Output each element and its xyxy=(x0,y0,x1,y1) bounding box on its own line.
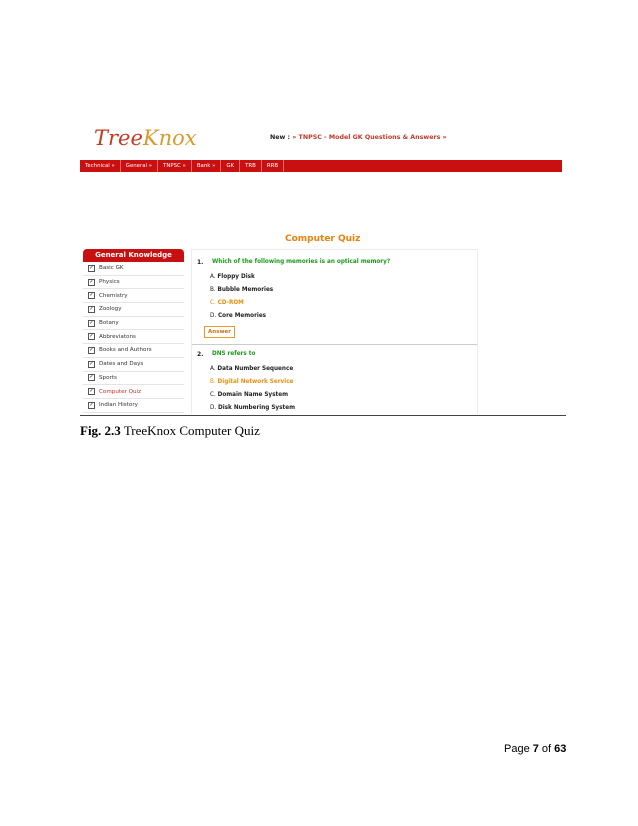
page-number: Page 7 of 63 xyxy=(504,743,567,755)
headline-prefix: New : xyxy=(270,134,293,141)
sidebar-item-label: Computer Quiz xyxy=(99,388,142,395)
checkbox-icon: ✓ xyxy=(89,346,94,353)
checkbox-icon: ✓ xyxy=(89,374,94,381)
sidebar-item-indian-history[interactable] xyxy=(83,399,184,413)
nav-item-general[interactable]: General » xyxy=(121,160,158,172)
nav-item-bank[interactable]: Bank » xyxy=(192,160,222,172)
checkbox-icon: ✓ xyxy=(89,305,94,312)
checkbox-icon: ✓ xyxy=(89,401,94,408)
figure-caption xyxy=(80,423,260,439)
sidebar-item-label: Physics xyxy=(99,279,120,286)
sidebar-title: General Knowledge xyxy=(83,249,184,262)
logo-part2: Knox xyxy=(142,126,197,150)
sidebar-item-dates-and-days[interactable] xyxy=(83,358,184,372)
sidebar-item-label: Chemistry xyxy=(99,292,128,299)
screenshot-figure xyxy=(80,114,566,414)
nav-item-trb[interactable]: TRB xyxy=(240,160,262,172)
nav-item-rrb[interactable]: RRB xyxy=(262,160,284,172)
sidebar-item-sports[interactable] xyxy=(83,372,184,386)
sidebar-item-chemistry[interactable] xyxy=(83,289,184,303)
checkbox-icon: ✓ xyxy=(89,360,94,367)
caption-text: TreeKnox Computer Quiz xyxy=(123,423,260,438)
caption-label: Fig. 2.3 xyxy=(80,423,121,438)
headline-link[interactable]: » TNPSC - Model GK Questions & Answers » xyxy=(292,134,447,141)
sidebar-item-label: Basic GK xyxy=(99,265,124,272)
option-a: A. Data Number Sequence xyxy=(210,366,294,372)
figure-rule xyxy=(80,415,566,416)
answer-button[interactable]: Answer xyxy=(204,326,235,338)
option-b: B. Bubble Memories xyxy=(210,287,274,293)
question-divider xyxy=(192,344,477,345)
option-b-correct: B. Digital Network Service xyxy=(210,379,294,385)
sidebar-item-physics[interactable] xyxy=(83,276,184,290)
sidebar-item-basic-gk[interactable] xyxy=(83,262,184,276)
news-headline xyxy=(270,134,447,141)
top-nav xyxy=(80,160,562,172)
logo-part1: Tree xyxy=(94,126,143,150)
option-a: A. Floppy Disk xyxy=(210,274,255,280)
question-text: DNS refers to xyxy=(212,351,256,357)
sidebar-item-label: Zoology xyxy=(99,306,122,313)
nav-item-gk[interactable]: GK xyxy=(221,160,240,172)
sidebar-item-botany[interactable] xyxy=(83,317,184,331)
checkbox-icon: ✓ xyxy=(89,264,94,271)
sidebar-item-label: Sports xyxy=(99,374,117,381)
question-text: Which of the following memories is an optical memory? xyxy=(212,259,391,265)
sidebar-item-abbreviations[interactable] xyxy=(83,330,184,344)
sidebar-item-label: Books and Authors xyxy=(99,347,152,354)
sidebar-item-label: Botany xyxy=(99,320,119,327)
sidebar xyxy=(83,262,184,413)
checkbox-icon: ✓ xyxy=(89,388,94,395)
checkbox-icon: ✓ xyxy=(89,333,94,340)
option-d: D. Core Memories xyxy=(210,313,267,319)
checkbox-icon: ✓ xyxy=(89,292,94,299)
checkbox-icon: ✓ xyxy=(89,278,94,285)
sidebar-item-zoology[interactable] xyxy=(83,303,184,317)
nav-item-tnpsc[interactable]: TNPSC » xyxy=(158,160,192,172)
option-d: D. Disk Numbering System xyxy=(210,405,296,411)
nav-item-technical[interactable]: Technical » xyxy=(80,160,121,172)
quiz-title: Computer Quiz xyxy=(285,234,361,244)
checkbox-icon: ✓ xyxy=(89,319,94,326)
sidebar-item-label: Abbreviatons xyxy=(99,333,136,340)
option-c-correct: C. CD-ROM xyxy=(210,300,244,306)
treeknox-logo[interactable] xyxy=(94,126,197,150)
question-number: 2. xyxy=(197,351,204,358)
sidebar-item-label: Indian History xyxy=(99,402,138,409)
question-number: 1. xyxy=(197,259,204,266)
question-panel xyxy=(191,249,478,414)
sidebar-item-books-and-authors[interactable] xyxy=(83,344,184,358)
option-c: C. Domain Name System xyxy=(210,392,289,398)
sidebar-item-computer-quiz[interactable] xyxy=(83,385,184,399)
sidebar-item-label: Dates and Days xyxy=(99,361,144,368)
